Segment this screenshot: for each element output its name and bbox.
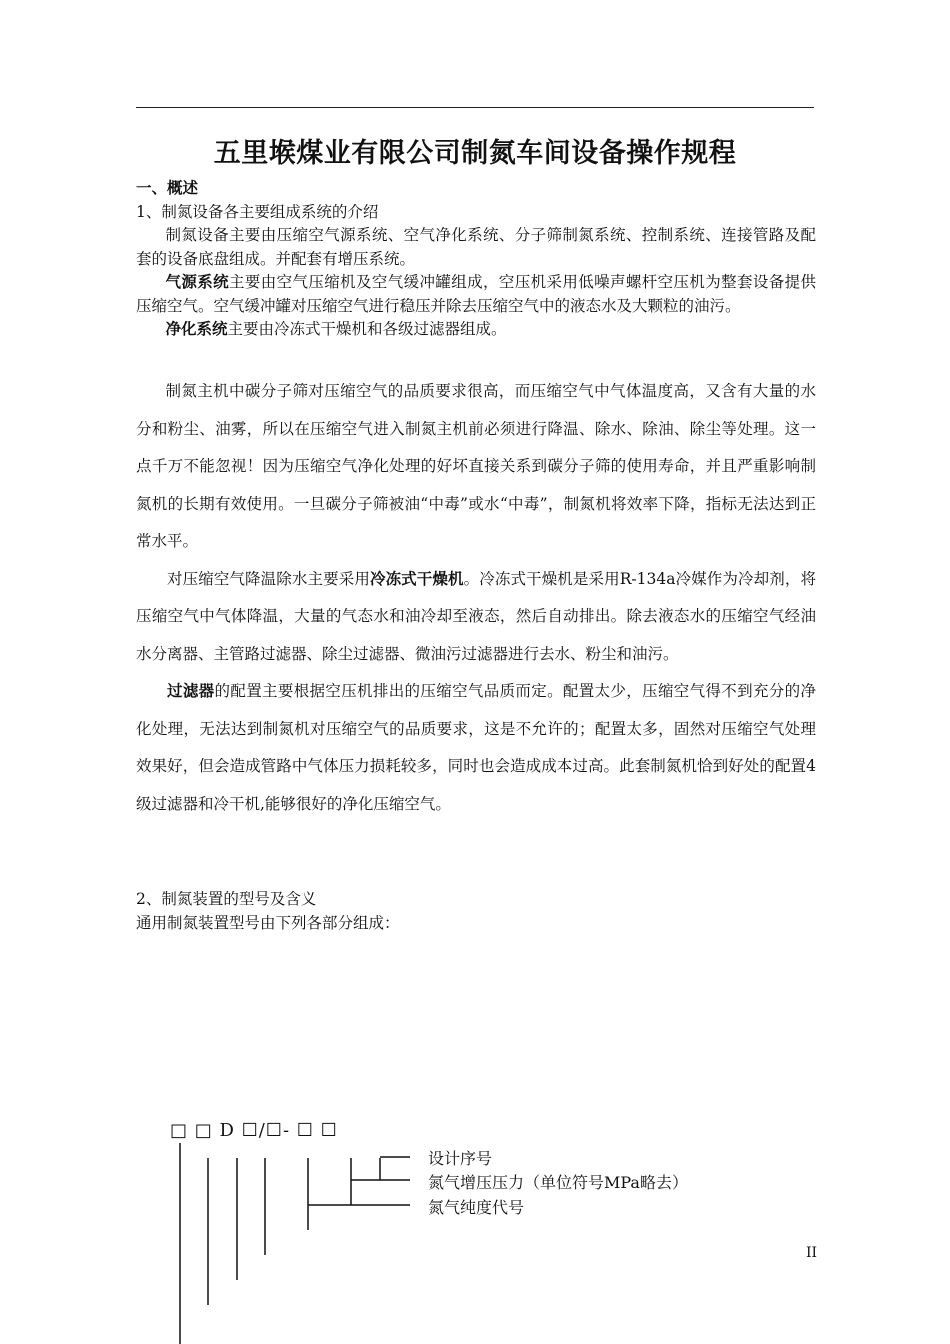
air-source-term: 气源系统: [165, 273, 229, 291]
page-number: II: [806, 1245, 818, 1261]
diagram-label: 设计序号: [428, 1149, 493, 1168]
dryer-text: 。冷冻式干燥机是采用R-134a冷媒作为冷却剂，将压缩空气中气体降温，大量的气态水和油冷却至液态，然后自动排出。除去液态水的压缩空气经油水分离器、主管路过滤器、除尘过滤器、微油污过滤器进行去水、粉尘和油污。: [136, 569, 816, 663]
diagram-label: 氮气增压压力（单位符号MPa略去）: [428, 1173, 688, 1192]
purify-text: 主要由冷冻式干燥机和各级过滤器组成。: [227, 320, 507, 338]
filter-text: 的配置主要根据空压机排出的压缩空气品质而定。配置太少，压缩空气得不到充分的净化处理，无法达到制氮机对压缩空气的品质要求，这是不允许的；配置太多，固然对压缩空气处理效果好，但会造成管路中气体压力损耗较多，同时也会造成成本过高。此套制氮机恰到好处的配置4级过滤器和冷干机,能够很好的净化压缩空气。: [136, 682, 816, 813]
intro-paragraph: 制氮设备主要由压缩空气源系统、空气净化系统、分子筛制氮系统、控制系统、连接管路及配套的设备底盘组成。并配套有增压系统。: [136, 226, 816, 268]
air-source-text: 主要由空气压缩机及空气缓冲罐组成，空压机采用低噪声螺杆空压机为整套设备提供压缩空气。空气缓冲罐对压缩空气进行稳压并除去压缩空气中的液态水及大颗粒的油污。: [136, 273, 816, 315]
model-code: □ □ D ☐/☐- ☐ ☐: [170, 1120, 338, 1141]
dryer-pre: 对压缩空气降温除水主要采用: [167, 569, 370, 588]
subsection-heading: 1、制氮设备各主要组成系统的介绍: [136, 202, 379, 221]
document-title: 五里堠煤业有限公司制氮车间设备操作规程: [213, 138, 737, 169]
carbon-sieve-paragraph: 制氮主机中碳分子筛对压缩空气的品质要求很高，而压缩空气中气体温度高，又含有大量的水分和粉尘、油雾，所以在压缩空气进入制氮主机前必须进行降温、除水、除油、除尘等处理。这一点千万不能忽视！因为压缩空气净化处理的好坏直接关系到碳分子筛的使用寿命，并且严重影响制氮机的长期有效使用。一旦碳分子筛被油“中毒”或水“中毒”，制氮机将效率下降，指标无法达到正常水平。: [136, 382, 816, 550]
subsection-heading: 2、制氮装置的型号及含义: [136, 890, 317, 908]
dryer-term: 冷冻式干燥机: [369, 569, 464, 588]
filter-term: 过滤器: [167, 682, 215, 700]
model-intro-text: 通用制氮装置型号由下列各部分组成：: [136, 913, 400, 932]
diagram-label: 氮气纯度代号: [428, 1198, 525, 1217]
section-heading: 一、概述: [136, 179, 199, 197]
purify-term: 净化系统: [165, 320, 228, 338]
